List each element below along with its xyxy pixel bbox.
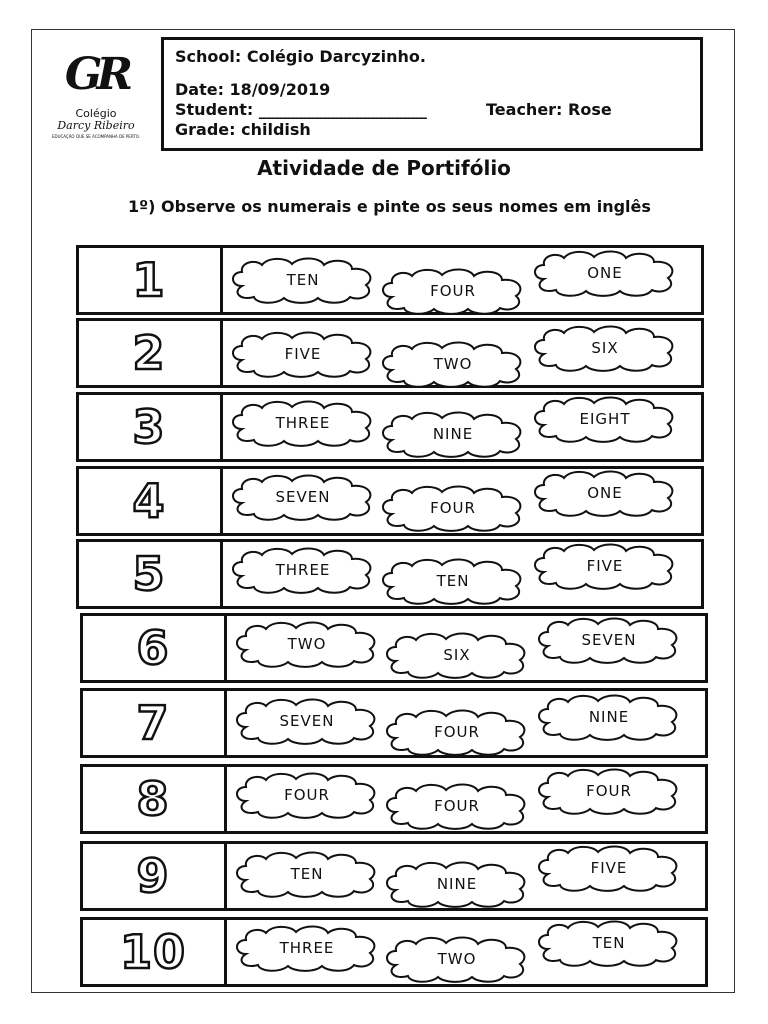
logo-motto: EDUCAÇÃO QUE SE ACOMPANHA DE PERTO. [51,134,141,139]
page-title: Atividade de Portifólio [257,156,511,180]
word-label: SEVEN [275,488,331,506]
word-cloud[interactable] [228,330,378,378]
header-info-box [161,37,703,151]
word-cloud[interactable] [382,860,532,908]
word-cloud[interactable] [382,782,532,830]
word-cloud[interactable] [530,249,680,297]
word-label: FOUR [434,723,480,741]
word-label: FOUR [586,782,632,800]
word-label: NINE [432,425,474,443]
word-cloud[interactable] [534,844,684,892]
logo-monogram: GR [64,49,128,100]
word-label: THREE [279,939,335,957]
word-cloud[interactable] [228,256,378,304]
word-cloud[interactable] [232,620,382,668]
word-label: FOUR [434,797,480,815]
school-line: School: Colégio Darcyzinho. [175,47,426,66]
exercise-row [76,245,704,315]
word-cloud[interactable] [232,697,382,745]
exercise-row [80,917,708,987]
grade-line: Grade: childish [175,120,311,139]
word-label: TEN [436,572,470,590]
word-label: TEN [592,934,626,952]
word-cloud[interactable] [232,924,382,972]
numeral-digit: 4 [132,474,166,528]
student-line[interactable]: Student: _____________________ [175,100,427,119]
word-cloud[interactable] [534,919,684,967]
word-label: THREE [275,561,331,579]
word-label: TWO [433,355,473,373]
word-cloud[interactable] [378,267,528,315]
numeral-digit: 8 [136,772,170,826]
word-cloud[interactable] [530,469,680,517]
word-label: THREE [275,414,331,432]
word-cloud[interactable] [228,399,378,447]
numeral-digit: 7 [136,696,170,750]
exercise-row [80,841,708,911]
school-logo [36,44,156,144]
numeral-digit: 10 [119,925,186,979]
word-label: SEVEN [279,712,335,730]
word-cloud[interactable] [378,410,528,458]
logo-subname: Darcy Ribeiro [57,119,135,132]
word-cloud[interactable] [232,850,382,898]
word-label: FOUR [430,499,476,517]
word-label: FIVE [586,557,624,575]
word-cloud[interactable] [382,935,532,983]
exercise-row [76,539,704,609]
date-line: Date: 18/09/2019 [175,80,331,99]
word-cloud[interactable] [378,340,528,388]
word-label: ONE [587,264,623,282]
numeral-digit: 3 [132,400,166,454]
word-cloud[interactable] [534,616,684,664]
word-label: FIVE [284,345,322,363]
exercise-row [80,764,708,834]
numeral-digit: 6 [136,621,170,675]
word-cloud[interactable] [382,631,532,679]
exercise-row [80,613,708,683]
exercise-row [76,392,704,462]
word-label: FOUR [284,786,330,804]
word-label: NINE [436,875,478,893]
word-cloud[interactable] [228,546,378,594]
exercise-row [80,688,708,758]
exercise-row [76,318,704,388]
word-label: FIVE [590,859,628,877]
word-cloud[interactable] [530,395,680,443]
word-label: SEVEN [581,631,637,649]
numeral-digit: 9 [136,849,170,903]
word-cloud[interactable] [228,473,378,521]
word-cloud[interactable] [378,484,528,532]
word-label: ONE [587,484,623,502]
word-label: FOUR [430,282,476,300]
numeral-digit: 1 [132,253,166,307]
word-label: TWO [287,635,327,653]
word-cloud[interactable] [378,557,528,605]
word-label: SIX [443,646,471,664]
instruction-text: 1º) Observe os numerais e pinte os seus nomes em inglês [128,197,651,216]
teacher-line: Teacher: Rose [486,100,612,119]
word-label: EIGHT [579,410,631,428]
word-cloud[interactable] [534,693,684,741]
word-cloud[interactable] [530,324,680,372]
word-cloud[interactable] [530,542,680,590]
word-label: TWO [437,950,477,968]
word-cloud[interactable] [382,708,532,756]
numeral-digit: 2 [132,326,166,380]
word-label: SIX [591,339,619,357]
logo-name: Colégio [75,107,117,120]
word-label: TEN [290,865,324,883]
exercise-row [76,466,704,536]
word-label: TEN [286,271,320,289]
word-label: NINE [588,708,630,726]
word-cloud[interactable] [232,771,382,819]
word-cloud[interactable] [534,767,684,815]
numeral-digit: 5 [132,547,166,601]
